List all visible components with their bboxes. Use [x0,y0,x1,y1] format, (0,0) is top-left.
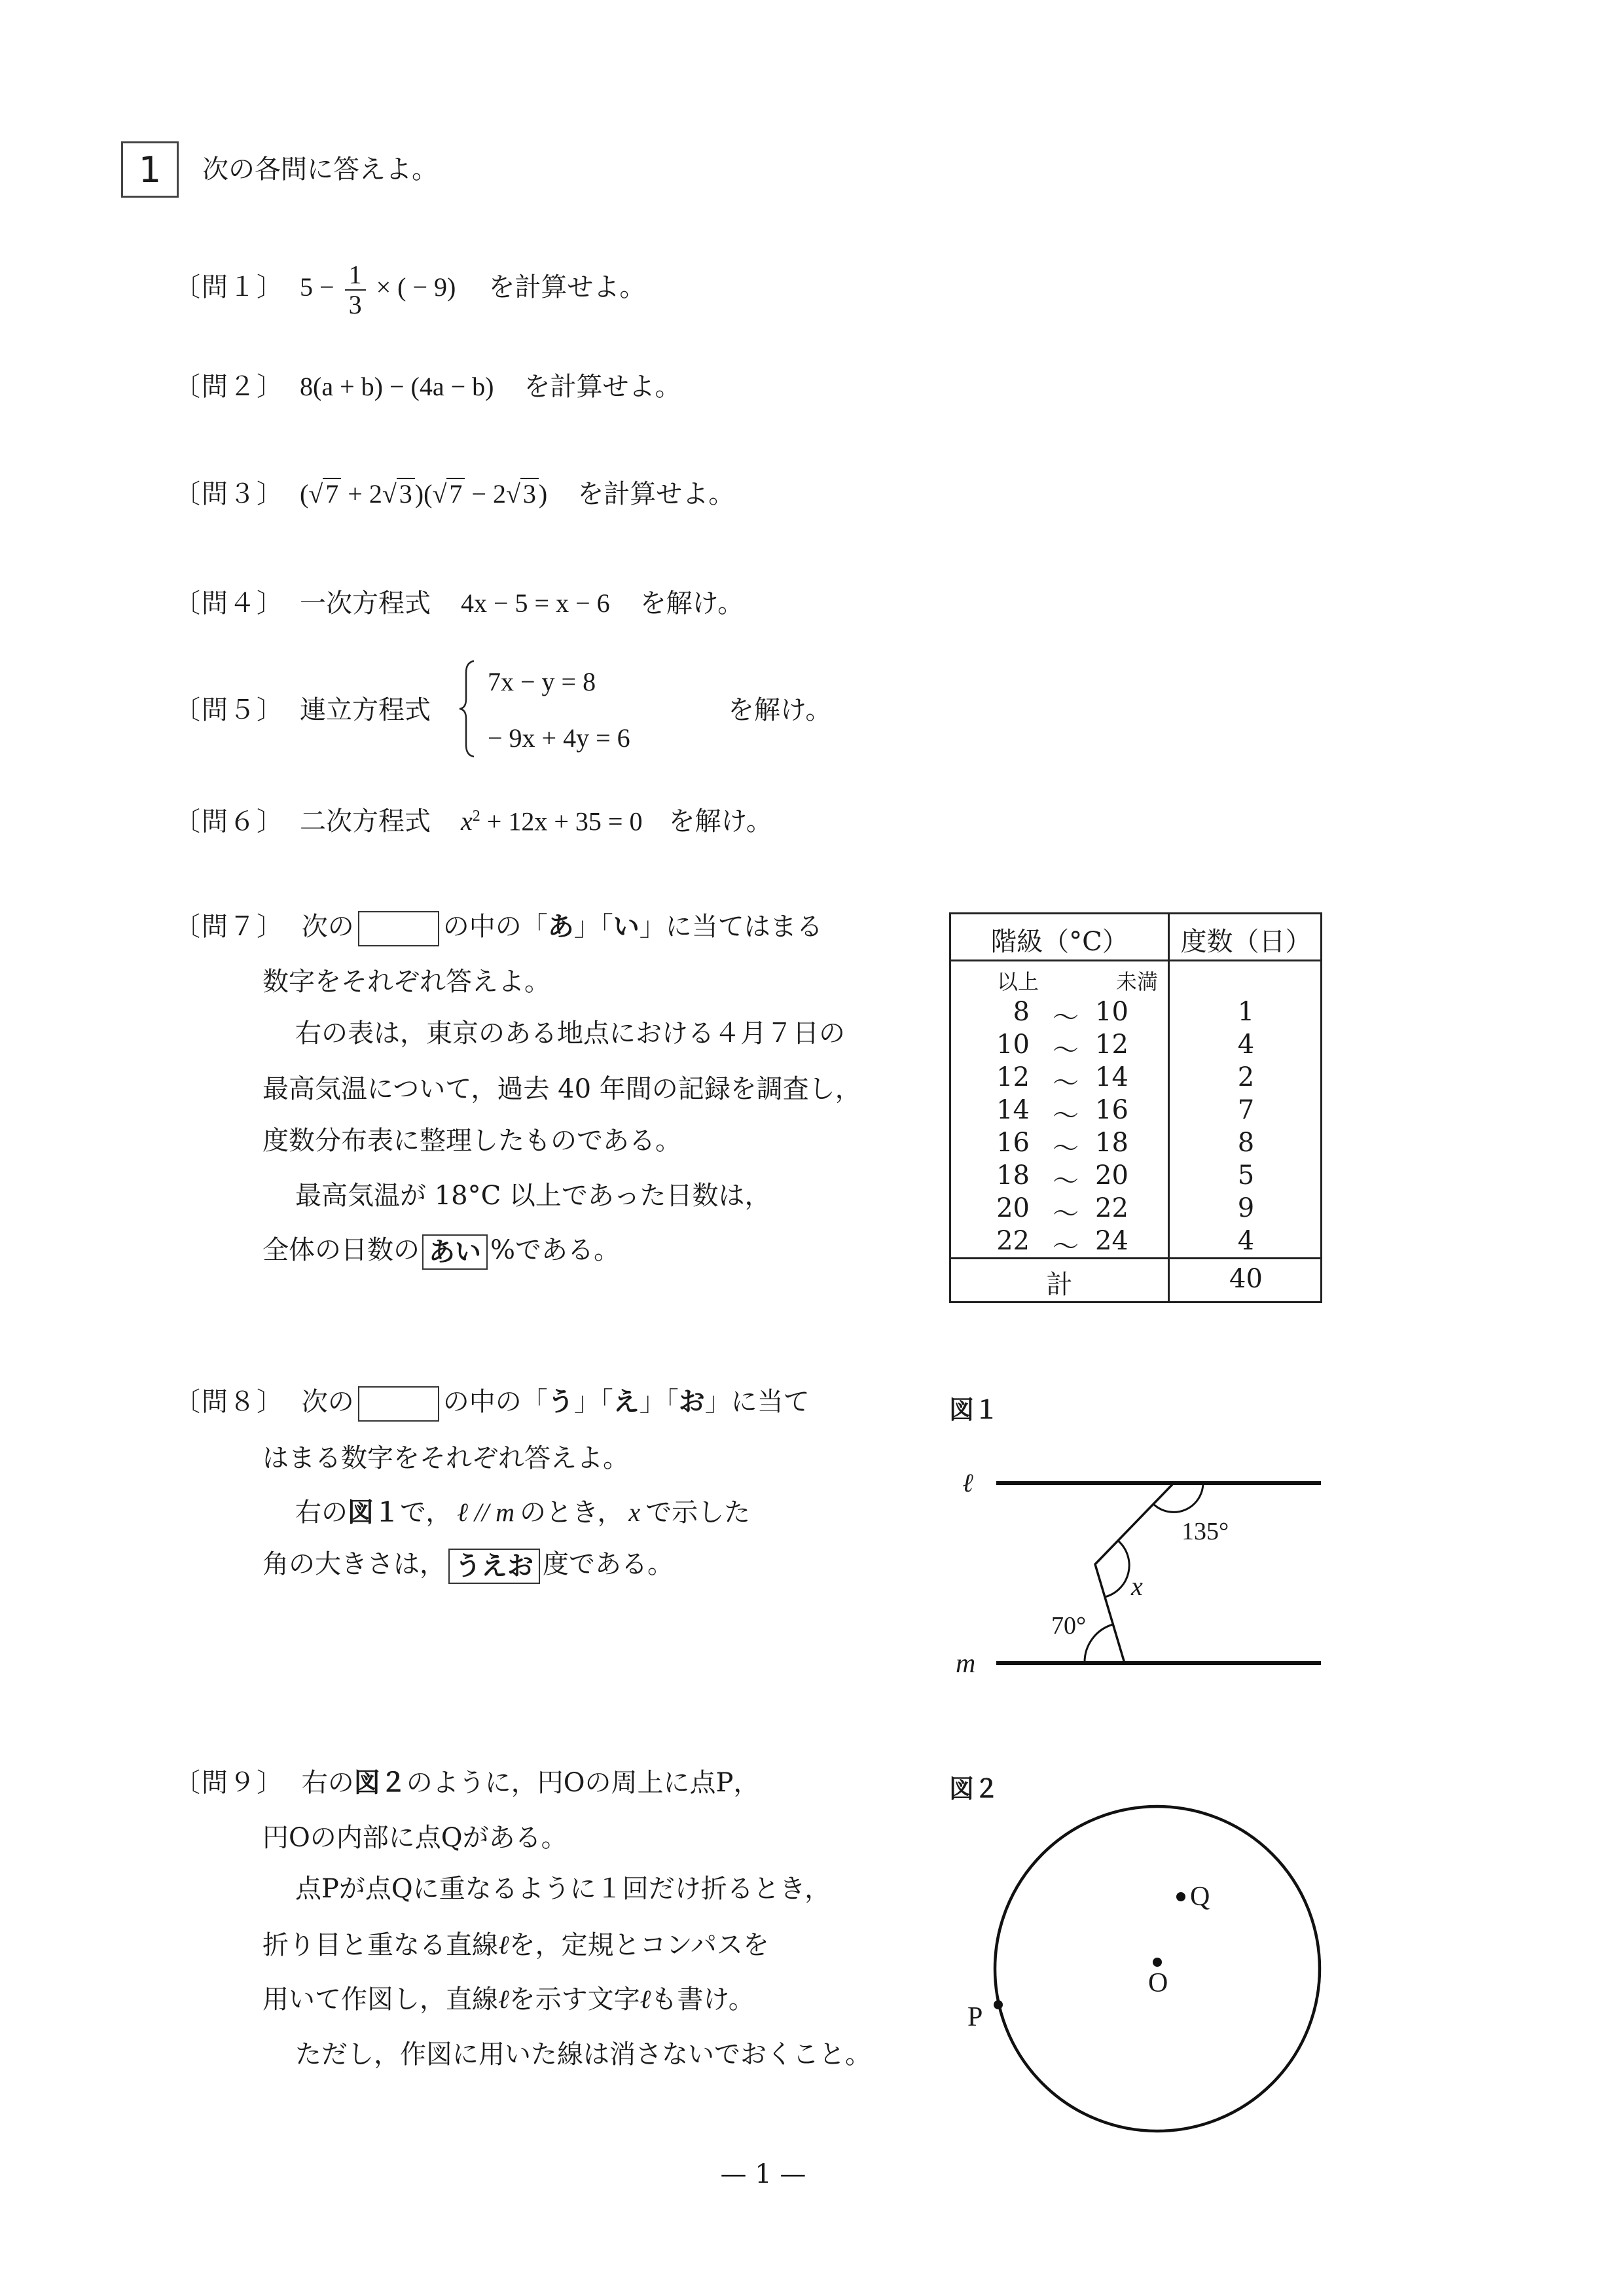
fig2-label-p: P [967,2002,983,2032]
q7-text: 全体の日数の [262,1235,420,1265]
table-row-frequency: 9 [1237,1193,1255,1223]
q7-key-i: い [613,912,640,942]
table-row-frequency: 7 [1237,1095,1255,1125]
q3-sqrt-7b: √ 7 [432,478,465,510]
q7-blank-box [358,911,439,946]
table-total-label: 計 [1046,1270,1073,1300]
frequency-table [949,912,1322,1303]
q2-tail: を計算せよ。 [524,372,681,401]
table-row-from: 12 [996,1062,1030,1092]
q9-var-l: ℓ [498,1930,509,1960]
question-3-label: 〔問３〕 [174,479,284,509]
table-total-value: 40 [1229,1264,1263,1294]
table-row-from: 18 [996,1160,1030,1191]
q9-line-4 [262,1929,769,1961]
question-2 [174,371,681,403]
q9-line-1 [174,1767,759,1799]
q1-frac-denominator: 3 [348,290,362,319]
table-row-frequency: 4 [1237,1030,1255,1060]
q9-text: 折り目と重なる直線 [262,1930,498,1960]
q8-text: 度である。 [543,1549,674,1579]
q9-text: を示す文字 [509,1984,640,2015]
table-row-to: 12 [1095,1030,1128,1060]
fig2-label-o: O [1148,1968,1168,1998]
table-row-tilde: 〜 [1053,1003,1079,1033]
table-sub-upper: 未満 [1116,969,1159,994]
table-row-from: 22 [996,1226,1030,1256]
q8-line-4 [262,1549,674,1584]
q8-key-o: お [678,1387,705,1417]
q7-answer-box: あい [422,1234,488,1270]
table-row-tilde: 〜 [1053,1035,1079,1066]
q8-text: の中の「 [442,1387,548,1417]
table-total-rule [951,1257,1320,1259]
q8-text: 右の [295,1498,348,1528]
q3-sqrt-3b: √ 3 [506,478,539,510]
q8-text: で， [400,1498,452,1528]
q9-text: のように，円Oの周上に点P， [406,1768,760,1798]
table-row-frequency: 1 [1237,997,1255,1027]
question-5-label-row [174,694,431,726]
q5-tail: を解け。 [728,695,832,725]
table-row-tilde: 〜 [1053,1166,1079,1196]
q3-minus-two: − 2 [471,479,506,509]
question-4-label: 〔問４〕 [174,588,284,618]
q7-line-5: 度数分布表に整理したものである。 [262,1126,681,1156]
table-row-tilde: 〜 [1053,1101,1079,1131]
table-row-frequency: 2 [1237,1062,1255,1092]
table-row-to: 18 [1095,1128,1128,1158]
q8-answer-box: うえお [448,1549,540,1584]
q8-figure-ref: 図１ [348,1498,400,1528]
fig2-label-q: Q [1190,1882,1210,1912]
q9-var-l: ℓ [498,1984,509,2014]
q8-line-1 [174,1386,810,1422]
table-row-tilde: 〜 [1053,1068,1079,1098]
q8-text: 」「 [639,1387,679,1417]
fig2-point-q [1176,1892,1185,1901]
q9-figure-ref: 図２ [353,1768,406,1798]
q8-var-x: x [628,1498,641,1527]
table-row-to: 20 [1095,1160,1128,1191]
q7-line-4: 最高気温について，過去 40 年間の記録を調査し， [262,1074,861,1104]
q8-blank-box [358,1386,439,1422]
q9-line-3: 点Pが点Qに重なるように１回だけ折るとき， [295,1874,831,1904]
q3-radicand: 7 [323,478,341,509]
table-row-tilde: 〜 [1053,1134,1079,1164]
q7-text: 」「 [573,912,613,942]
fig1-angle-135: 135° [1182,1518,1229,1545]
q1-frac-numerator: 1 [345,260,366,291]
q6-expr-rest: + 12x + 35 = 0 [480,806,643,836]
q3-sqrt-3a: √ 3 [382,478,415,510]
table-header-frequency: 度数（日） [1180,927,1312,957]
q3-plus-two: + 2 [348,479,382,509]
question-6 [174,800,772,837]
q8-text: で示した [645,1498,751,1528]
q3-paren-mid: )( [414,479,433,509]
q4-tail: を解け。 [640,588,744,618]
table-row-tilde: 〜 [1053,1232,1079,1262]
q5-equation-1: 7x − y = 8 [488,667,596,696]
q2-expr: 8(a + b) − (4a − b) [300,372,494,401]
fig1-arc-70 [1085,1624,1113,1663]
q3-radicand: 7 [446,478,465,509]
q8-text: 」「 [573,1387,613,1417]
q4-kind: 一次方程式 [300,588,431,618]
q1-tail: を計算せよ。 [488,272,646,302]
table-row-from: 14 [996,1095,1030,1125]
q8-parallel-expr: ℓ // m [457,1498,514,1527]
question-2-label: 〔問２〕 [174,372,284,401]
q9-var-l: ℓ [640,1984,651,2014]
q5-equation-2: − 9x + 4y = 6 [488,723,630,753]
table-row-frequency: 4 [1237,1226,1255,1256]
q4-expr: 4x − 5 = x − 6 [461,588,610,618]
section-number: 1 [138,149,162,190]
fig2-point-o [1153,1958,1162,1967]
q8-text: 角の大きさは， [262,1549,446,1579]
q1-fraction [345,260,366,319]
q8-text: のとき， [519,1498,624,1528]
section-number-box [121,141,179,198]
q6-kind: 二次方程式 [300,806,431,836]
fig1-angle-x: x [1131,1571,1143,1601]
q8-line-3 [295,1497,750,1528]
q9-text: を，定規とコンパスを [509,1930,769,1960]
table-row-to: 24 [1095,1226,1128,1256]
question-1-label: 〔問１〕 [174,272,284,302]
q1-expr-b: × ( − 9) [376,272,456,302]
table-row-tilde: 〜 [1053,1199,1079,1229]
q6-exponent: 2 [472,808,480,825]
q1-expr-a: 5 − [300,272,334,302]
question-1 [174,260,645,319]
q6-tail: を解け。 [668,806,772,836]
q8-line-2: はまる数字をそれぞれ答えよ。 [262,1443,629,1473]
fig1-arc-x [1105,1541,1129,1597]
question-7-label: 〔問７〕 [174,912,284,942]
q9-text: も書け。 [651,1984,755,2015]
table-row-to: 22 [1095,1193,1128,1223]
table-header-class: 階級（°C） [990,927,1128,957]
q8-key-u: う [547,1387,574,1417]
question-5-label: 〔問５〕 [174,695,284,725]
q5-system-brace [458,660,478,758]
page-number: — 1 — [720,2159,806,2189]
fig2-point-p [994,2000,1003,2009]
table-row-from: 20 [996,1193,1030,1223]
q7-line-1 [174,911,823,946]
q7-key-a: あ [547,912,574,942]
q3-radicand: 3 [520,478,539,509]
q7-line-6: 最高気温が 18°C 以上であった日数は， [295,1181,771,1211]
q3-tail: を計算せよ。 [577,479,735,509]
table-row-from: 8 [1013,997,1030,1027]
fig1-label-m: m [956,1649,976,1679]
q3-paren-close: ) [538,479,548,509]
fig1-angle-70: 70° [1051,1612,1087,1640]
q3-radicand: 3 [397,478,415,509]
question-4 [174,588,744,619]
question-3 [174,478,734,510]
question-9-label: 〔問９〕 [174,1768,284,1798]
table-sub-lower: 以上 [997,969,1039,994]
q3-sqrt-7a: √ 7 [308,478,341,510]
table-row-from: 16 [996,1128,1030,1158]
q8-key-e: え [613,1387,640,1417]
question-8-label: 〔問８〕 [174,1387,284,1417]
fig1-arc-135 [1153,1483,1203,1512]
q7-line-3: 右の表は，東京のある地点における４月７日の [295,1018,845,1049]
q9-line-5 [262,1984,755,2015]
q8-text: 」に当て [704,1387,810,1417]
q7-text: 次の [301,912,354,942]
q9-text: 用いて作図し，直線 [262,1984,498,2015]
q5-kind: 連立方程式 [300,695,431,725]
q7-line-2: 数字をそれぞれ答えよ。 [262,967,550,997]
q9-line-6: ただし，作図に用いた線は消さないでおくこと。 [295,2039,871,2070]
q7-text: %である。 [490,1235,621,1265]
section-instruction: 次の各問に答えよ。 [202,154,438,185]
table-row-to: 14 [1095,1062,1128,1092]
figure-2-title: 図２ [949,1774,1000,1803]
fig1-label-l: ℓ [962,1468,973,1498]
figure-1-title: 図１ [949,1395,1000,1424]
q9-text: 右の [301,1768,354,1798]
q8-text: 次の [301,1387,354,1417]
table-header-rule [951,960,1320,961]
table-row-from: 10 [996,1030,1030,1060]
q9-line-2: 円Oの内部に点Qがある。 [262,1823,568,1853]
q3-paren-open: ( [300,479,309,509]
q7-text: の中の「 [442,912,548,942]
q7-line-7 [262,1234,620,1270]
q7-text: 」に当てはまる [639,912,823,942]
question-6-label: 〔問６〕 [174,806,284,836]
table-row-to: 10 [1095,997,1128,1027]
q6-variable: x [461,806,473,836]
table-row-frequency: 5 [1237,1160,1255,1191]
table-row-frequency: 8 [1237,1128,1255,1158]
table-row-to: 16 [1095,1095,1128,1125]
